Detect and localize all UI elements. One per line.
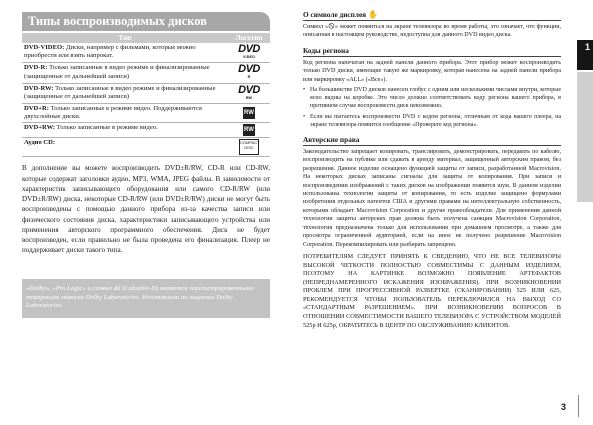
divider [303,56,561,57]
table-row [22,103,270,123]
copyright-section [303,135,561,330]
section-title: Типы воспроизводимых дисков [22,12,270,31]
region-heading: Коды региона [303,45,349,55]
disc-type-label: DVD+R: [24,104,50,112]
compact-disc-logo-icon: COMPACT DISC [239,139,259,155]
rw-logo-icon: RW [243,107,255,119]
disc-logo-cell [228,83,270,103]
disc-logo-cell [228,138,270,157]
copyright-heading: Авторские права [303,135,360,145]
table-row [22,123,270,138]
chapter-tab-shade [577,72,593,202]
disc-type-label: DVD+RW: [24,124,55,132]
dvd-logo-icon: DVD VIDEO [234,44,264,59]
disc-type-label: DVD-R: [24,64,48,72]
divider [303,145,561,146]
disc-logo-cell [228,123,270,138]
table-row [22,63,270,83]
disc-type-text: Только записанные в видео режиме и финализированные (защищенные от дальнейшей записи) [24,64,210,80]
disc-description-cell [22,43,228,63]
compatibility-notice: ПОТРЕБИТЕЛЯМ СЛЕДУЕТ ПРИНЯТЬ К СВЕДЕНИЮ, ЧТО НЕ ВСЕ ТЕЛЕВИЗОРЫ ВЫСОКОЙ ЧЕТКОСТИ ПОЛНОСТЬЮ СОВМЕСТИМЫ С ДАННЫМ ИЗДЕЛИЕМ, ПОЭТОМУ НА КАРТИНКЕ ВОЗМОЖНО ПОЯВЛЕНИЕ АРТЕФАКТОВ (НЕПРЕДНАМЕРЕННОГО ИСКАЖЕНИЯ ИЗОБРАЖЕНИЯ). ПРИ ВОЗНИКНОВЕНИИ ПРОБЛЕМ ПРИ ПРОГРЕССИВНОЙ РАЗВЕРТКЕ (СКАНИРОВАНИИ) 525 ИЛИ 625, РЕКОМЕНДУЕТСЯ ЧТОБЫ ПОЛЬЗОВАТЕЛЬ ПЕРЕКЛЮЧИЛСЯ НА ВЫХОД СО «СТАНДАРТНЫМ РАЗРЕШЕНИЕМ». ПРИ ВОЗНИКНОВЕНИИ ВОПРОСОВ В ОТНОШЕНИИ СОВМЕСТИМОСТИ ВАШЕГО ТЕЛЕВИЗОРА С УСТРОЙСТВОМ МОДЕЛЕЙ 525р И 625р, ОБРАТИТЕСЬ В ЦЕНТР ПО ОБСЛУЖИВАНИЮ КЛИЕНТОВ. [303,252,561,329]
right-column [303,10,561,330]
disc-logo-cell [228,43,270,63]
disc-description-cell [22,103,228,123]
disc-description-cell [22,83,228,103]
left-column [22,12,270,255]
rw-logo-icon: RW [243,124,255,136]
dolby-notice: «Dolby», «Pro Logic» и символ dd D (double-D) являются зарегистрированными товарными знаками Dolby Laboratories. Изготовлено по лицензии Dolby Laboratories. [22,279,270,318]
disc-types-table [22,33,270,157]
table-row [22,43,270,63]
dvd-logo-icon: DVD RW [234,85,264,100]
disc-type-label: DVD-VIDEO: [24,44,65,51]
disc-description-cell [22,63,228,83]
dvd-logo-sub: VIDEO [242,55,256,59]
disc-type-label: DVD-RW: [24,84,54,92]
copyright-text: Законодательство запрещает копировать, транслировать, демонстрировать, передавать по кабелю, воспроизводить на публике или сдавать в аренду материал, защищенный авторским правом, без разрешения. Данное изделие оснащено функцией защиты от записи, разработанной Macrovision. На некоторых дисках записаны сигналы для защиты от копирования. При записи и воспроизведении изображений с таких дисков на изображении появятся шум. В данном изделии использованы технологии защиты от копирования, то есть изделие защищено формулами изобретения отдельных патентов США и другими правами на интеллектуальную собственность, которыми обладает Macrovision Corporation и другие правообладатели. Для применения данной технологии защиты авторских прав должна быть получена санкция Macrovision Corporation, технология предназначена только для использования при домашнем просмотре, а также для просмотра ограниченной аудиторией, если на иное не получено разрешение Macrovision Corporation. Перекомпилировать или разбирать запрещено. [303,149,561,248]
disc-description-cell [22,138,228,157]
column-header-type: Тип [22,33,228,43]
dvd-logo-sub: RW [245,95,253,100]
dvd-logo-sub: R [247,75,251,80]
region-bullet: • Если вы пытаетесь воспроизвести DVD с кодом региона, отличным от кода вашего плеера, на экране телевизора появится сообщение «Проверьте код региона». [303,113,561,129]
disc-type-text: Только записанные в режиме видео. Поддерживаются двухслойные диски. [24,104,202,121]
disc-type-text: Только записанные в видео режиме и финализированные (защищенные от дальнейшей записи) [24,84,216,100]
disc-type-label: Аудио CD: [24,139,56,147]
page-edge-line [578,395,579,417]
region-text: Код региона напечатан на задней панели данного прибора. Этот прибор может воспроизводить только DVD диски, имеющие такую же маркировку, которая нанесена на задней панели прибора или маркировку «ALL» («Все»). [303,59,561,83]
disc-logo-cell [228,63,270,83]
region-section [303,46,561,129]
disc-type-text: Только записанные в режиме видео. [56,124,158,132]
divider [303,20,561,21]
disc-description-cell [22,123,228,138]
dvd-logo-icon: DVD R [234,64,264,79]
display-symbol-heading: О символе дисплея ✋ [303,10,378,19]
disc-type-text: Диски, например с фильмами, которые можно приобрести или взять напрокат. [24,44,196,60]
table-row [22,83,270,103]
disc-logo-cell [228,103,270,123]
display-symbol-text: Символ «🛇» может появиться на экране телевизора во время работы, это означает, что функции, описанная в настоящем руководстве, недоступна для данного DVD видео диска. [303,24,561,39]
column-header-logo: Логотип [228,33,270,43]
prohibited-hand-icon: ✋ [367,10,378,19]
region-bullet: • На большинстве DVD дисков нанесен глобус с одним или несколькими числами внутри, которые ясно видны на коробке. Это число должно соответствовать коду региона вашего прибора, в противном случае воспроизвести диск невозможно. [303,86,561,111]
page-number: 3 [561,402,567,412]
chapter-number: 1 [584,42,590,52]
table-row [22,138,270,157]
additional-info-paragraph: В дополнение вы можете воспроизводить DVD±R/RW, CD-R или CD-RW, которые содержат заголовки аудио, MP3, WMA, JPEG файлы. В зависимости от характеристик записывающего оборудования или самого CD-R/RW (или DVD±R/RW) диска, некоторые CD-R/RW (или DVD±R/RW) диски не могут быть воспроизведены с помощью данного прибора из-за качества записи или физического состояния диска, характеристики записывающего устройства или применения авторского программного обеспечения. Диск не будет воспроизведен, если правильно не была проведена его финализация. Плеер не поддерживает диски такого типа. [22,164,270,255]
